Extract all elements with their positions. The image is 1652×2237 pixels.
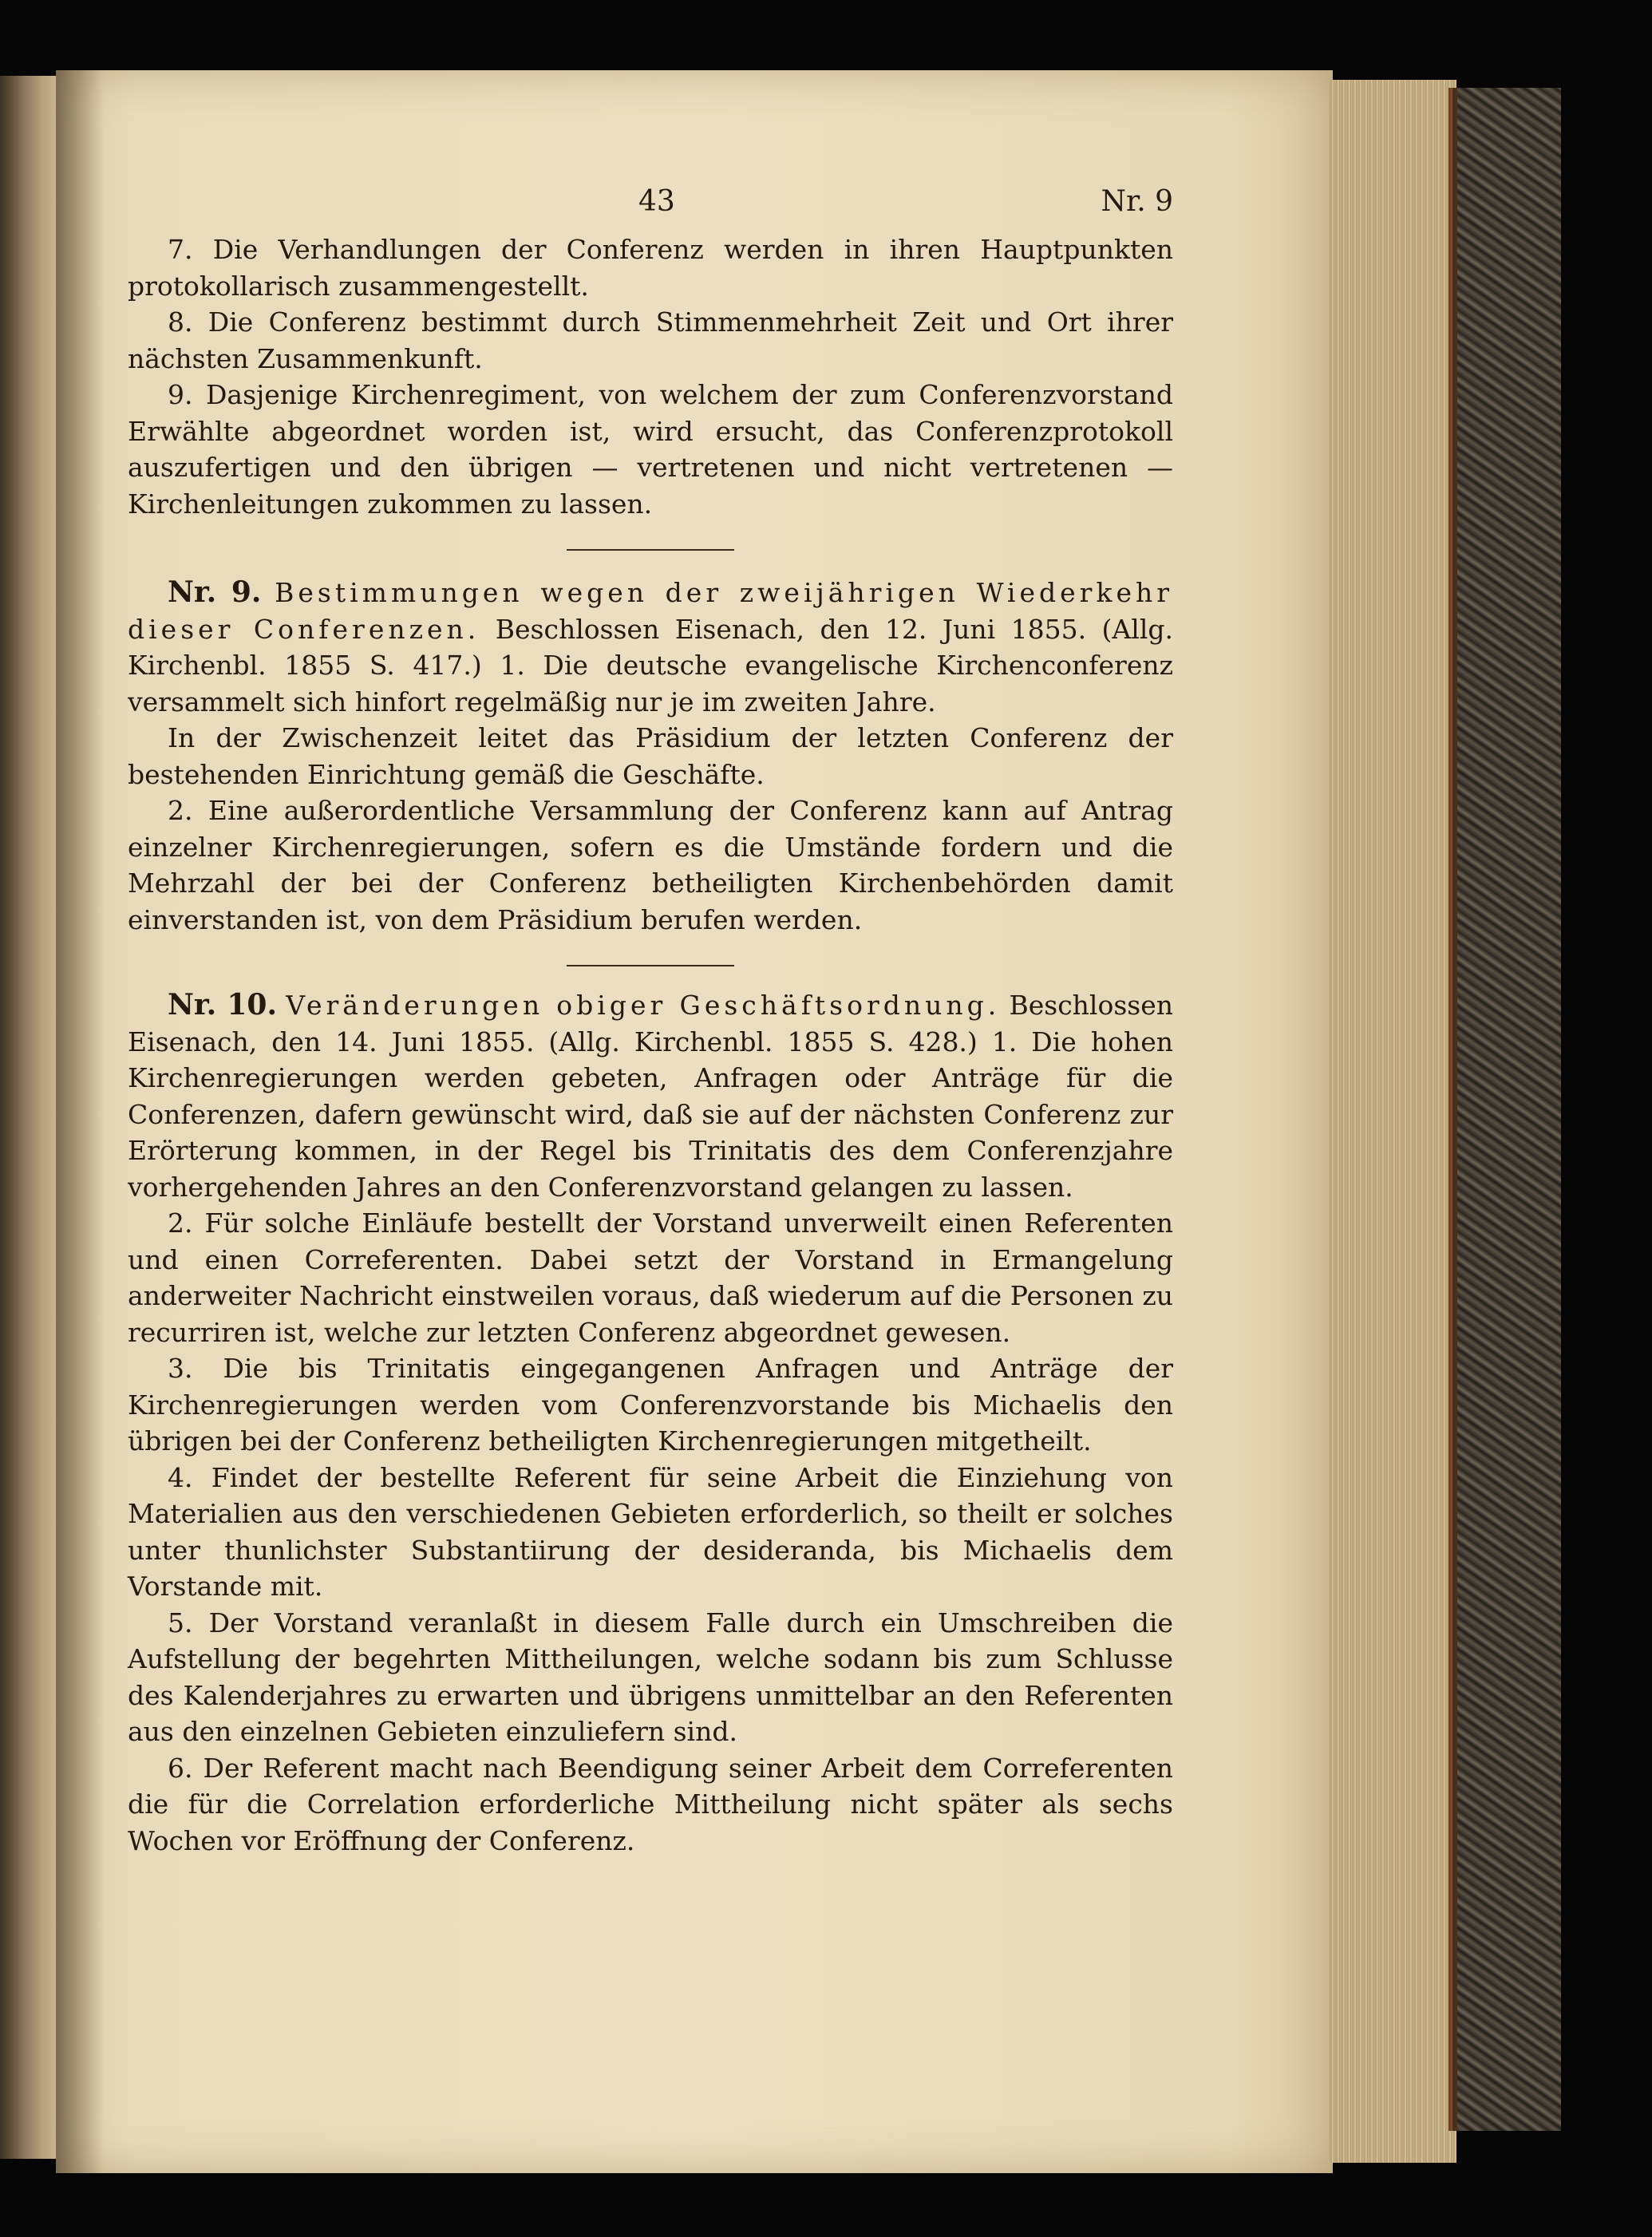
section-text: Beschlossen Eisenach, den 14. Juni 1855. (Allg. Kirchenbl. 1855 S. 428.) 1. Die hohen Kirchenregierungen werden gebeten, Anfragen oder Anträge für die Conferenzen, dafern gewünscht wird, daß sie auf der nächsten Conferenz zur Erörterung kommen, in der Regel bis Trinitatis des dem Conferenzjahre vorhergehenden Jahres an den Conferenzvorstand gelangen zu lassen. <box>128 990 1174 1203</box>
section-divider <box>567 549 734 551</box>
page-gutter-shadow <box>56 70 104 2173</box>
section-number: Nr. 9. <box>168 575 262 609</box>
marbled-cover <box>1452 88 1561 2131</box>
section-title: Veränderungen obiger Geschäftsordnung. <box>286 990 1001 1021</box>
paragraph-8: 8. Die Conferenz bestimmt durch Stimmenmehrheit Zeit und Ort ihrer nächsten Zusammenkunft. <box>128 306 1173 374</box>
page-text <box>128 184 1173 1859</box>
paragraph-9: 9. Dasjenige Kirchenregiment, von welchem der zum Conferenzvorstand Erwählte abgeordnet worden ist, wird ersucht, das Conferenzprotokoll auszufertigen und den übrigen — vertretenen und nicht vertretenen — Kirchenleitungen zukommen zu lassen. <box>128 379 1173 520</box>
paragraph: In der Zwischenzeit leitet das Präsidium der letzten Conferenz der bestehenden Einrichtung gemäß die Geschäfte. <box>128 722 1173 790</box>
paragraph: 4. Findet der bestellte Referent für seine Arbeit die Einziehung von Materialien aus den verschiedenen Gebieten erforderlich, so theilt er solches unter thunlichster Substantiirung der desideranda, bis Michaelis dem Vorstande mit. <box>128 1461 1173 1602</box>
facing-page-edge <box>0 76 60 2159</box>
paragraph: 2. Eine außerordentliche Versammlung der Conferenz kann auf Antrag einzelner Kirchenregierungen, sofern es die Umstände fordern und die Mehrzahl der bei der Conferenz betheiligten Kirchenbehörden damit einverstanden ist, von dem Präsidium berufen werden. <box>128 795 1173 935</box>
section-title: Bestimmungen wegen der zweijährigen Wiederkehr dieser Conferenzen. <box>128 577 1173 645</box>
paragraph: 6. Der Referent macht nach Beendigung seiner Arbeit dem Correferenten die für die Correlation erforderliche Mittheilung nicht später als sechs Wochen vor Eröffnung der Conferenz. <box>128 1752 1173 1856</box>
section-10-heading <box>128 987 1173 1205</box>
paragraph: 2. Für solche Einläufe bestellt der Vorstand unverweilt einen Referenten und einen Correferenten. Dabei setzt der Vorstand in Ermangelung anderweiter Nachricht einstweilen voraus, daß wiederum auf die Personen zu recurriren ist, welche zur letzten Conferenz abgeordnet gewesen. <box>128 1207 1173 1348</box>
running-head: Nr. 9 <box>1101 185 1173 218</box>
section-9-heading <box>128 575 1173 720</box>
paragraph: 5. Der Vorstand veranlaßt in diesem Falle durch ein Umschreiben die Aufstellung der begehrten Mittheilungen, welche sodann bis zum Schlusse des Kalenderjahres zu erwarten und übrigens unmittelbar an den Referenten aus den einzelnen Gebieten einzuliefern sind. <box>128 1607 1173 1747</box>
page-header <box>128 184 1173 231</box>
paragraph-7: 7. Die Verhandlungen der Conferenz werden in ihren Hauptpunkten protokollarisch zusammengestellt. <box>128 234 1173 302</box>
section-number: Nr. 10. <box>168 988 277 1022</box>
page-number: 43 <box>638 185 675 218</box>
section-divider <box>567 965 734 966</box>
section-text: Beschlossen Eisenach, den 12. Juni 1855. (Allg. Kirchenbl. 1855 S. 417.) 1. Die deutsche evangelische Kirchenconferenz versammelt sich hinfort regelmäßig nur je im zweiten Jahre. <box>128 613 1173 717</box>
page-stack-edges <box>1329 80 1456 2163</box>
paragraph: 3. Die bis Trinitatis eingegangenen Anfragen und Anträge der Kirchenregierungen werden vom Conferenzvorstande bis Michaelis den übrigen bei der Conferenz betheiligten Kirchenregierungen mitgetheilt. <box>128 1353 1173 1456</box>
